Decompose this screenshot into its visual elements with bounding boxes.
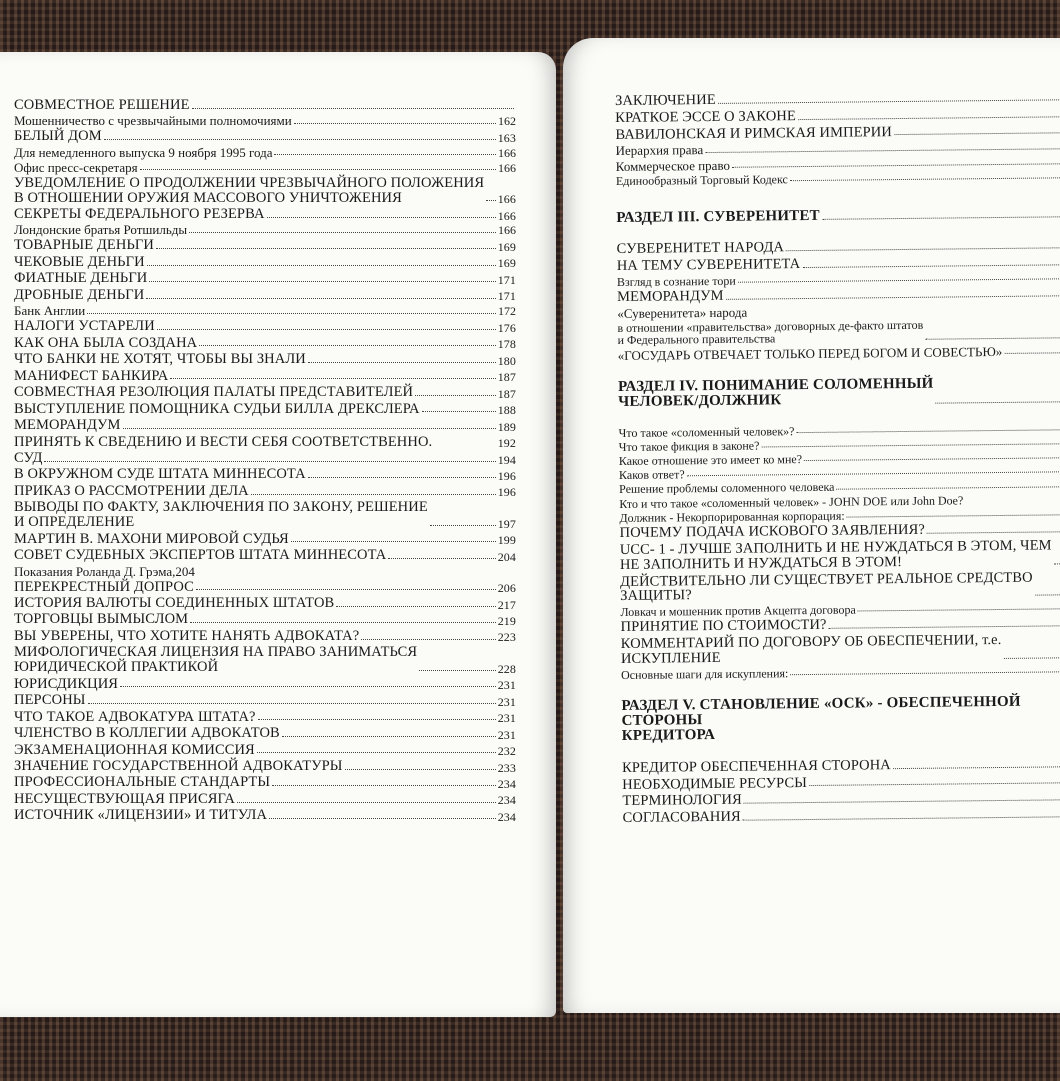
dot-leader [237,802,496,803]
dot-leader [361,639,495,640]
dot-leader [786,247,1060,251]
toc-entry-title: ИСТОЧНИК «ЛИЦЕНЗИИ» И ТИТУЛА [14,807,268,824]
dot-leader [258,719,496,720]
toc-entry-page: 234 [497,776,516,791]
dot-leader [761,443,1060,447]
dot-leader [345,769,496,770]
toc-entry-title: Лондонские братья Ротшильды [14,222,188,238]
dot-leader [190,622,496,623]
left-toc [14,98,516,825]
toc-entry [14,451,516,466]
toc-entry-title: ЗАКЛЮЧЕНИЕ [614,91,716,109]
toc-entry [14,271,516,286]
toc-entry-title: Кто и что такое «соломенный человек» - JOHN DOE или John Doe? [619,493,964,511]
toc-entry-title: ЧЕКОВЫЕ ДЕНЬГИ [14,253,145,270]
toc-entry-page: 192 [497,436,516,451]
toc-entry-title: Решение проблемы соломенного человека [619,480,835,497]
toc-entry [622,789,1060,809]
toc-entry-title: Каков ответ? [618,467,685,483]
toc-entry-title: БЕЛЫЙ ДОМ [14,128,102,145]
toc-entry-page: 176 [497,320,516,335]
toc-entry [14,129,516,144]
toc-entry [14,693,516,708]
toc-entry-title: Банк Англии [14,303,86,319]
toc-entry-title: МЕМОРАНДУМ [14,417,121,434]
toc-entry-page: 166 [497,208,516,223]
toc-entry-page: 172 [498,304,516,319]
dot-leader [804,457,1060,461]
toc-entry [14,580,516,595]
toc-entry [14,759,516,774]
toc-entry [14,114,516,127]
toc-entry-title: Для немедленного выпуска 9 ноября 1995 года [14,144,273,160]
dot-leader [718,99,1060,104]
dot-leader [430,525,496,526]
dot-leader [894,132,1060,135]
toc-entry-page: 223 [497,630,516,645]
toc-entry-page: 206 [497,581,516,596]
dot-leader [743,816,1060,821]
toc-entry-title: КРЕДИТОР ОБЕСПЕЧЕННАЯ СТОРОНА [621,756,891,776]
toc-entry-title: Взгляд в сознание тори [616,273,736,289]
dot-leader [87,313,496,314]
dot-leader [809,782,1060,786]
toc-entry [621,632,1060,666]
toc-entry-page: 232 [497,744,516,759]
dot-leader [858,608,1060,611]
dot-leader [732,163,1060,168]
toc-entry-title: МЕМОРАНДУМ [617,288,724,306]
toc-entry-title: ЧТО ТАКОЕ АДВОКАТУРА ШТАТА? [14,708,256,725]
toc-entry-page: 166 [497,192,516,207]
dot-leader [189,232,496,233]
toc-entry-title: «Суверенитета» народа [617,304,748,321]
dot-leader [798,116,1060,120]
toc-entry-page: 169 [497,239,516,254]
toc-entry-title: Офис пресс-секретаря [14,159,138,175]
dot-leader [422,411,496,412]
toc-entry-title: ПРИНЯТЬ К СВЕДЕНИЮ И ВЕСТИ СЕБЯ СООТВЕТСТВЕННО. [14,433,433,450]
toc-entry-title: ТОВАРНЫЕ ДЕНЬГИ [14,237,154,254]
toc-entry-title: ПОЧЕМУ ПОДАЧА ИСКОВОГО ЗАЯВЛЕНИЯ? [619,521,925,542]
toc-entry-title: ПЕРЕКРЕСТНЫЙ ДОПРОС [14,578,194,595]
section-heading-title: РАЗДЕЛ V. СТАНОВЛЕНИЕ «ОСК» - ОБЕСПЕЧЕННОЙ СТОРОНЫ КРЕДИТОРА [621,693,1021,745]
toc-entry-title: в отношении «правительства» договорных де-факто штатов и Федерального правительства [617,317,924,348]
toc-entry-title: СОВЕТ СУДЕБНЫХ ЭКСПЕРТОВ ШТАТА МИННЕСОТА [14,547,387,564]
dot-leader [419,670,496,671]
toc-entry-title: Ловкач и мошенник против Акцепта договора [620,602,856,620]
toc-entry-page: 233 [497,760,516,775]
dot-leader [192,108,514,109]
toc-entry-title: Что такое фикция в законе? [618,438,760,454]
dot-leader [1054,563,1060,564]
dot-leader [274,154,496,155]
dot-leader [140,169,496,170]
section-heading [621,694,1060,745]
toc-entry-page: 194 [497,452,516,467]
toc-entry [14,98,516,113]
toc-entry-title: ЗНАЧЕНИЕ ГОСУДАРСТВЕННОЙ АДВОКАТУРЫ [14,757,343,774]
toc-entry [14,808,516,823]
toc-entry-page: 231 [497,727,516,742]
toc-entry-title: ПЕРСОНЫ [14,692,86,709]
dot-leader [893,766,1060,769]
toc-entry [14,565,516,578]
toc-entry-title: Что такое «соломенный человек»? [618,423,795,440]
toc-entry-title: ВАВИЛОНСКАЯ И РИМСКАЯ ИМПЕРИИ [615,123,892,143]
toc-entry-title: НЕСУЩЕСТВУЮЩАЯ ПРИСЯГА [14,790,235,807]
toc-entry-title: ДРОБНЫЕ ДЕНЬГИ [14,286,145,303]
toc-entry-title: UCC- 1 - ЛУЧШЕ ЗАПОЛНИТЬ И НЕ НУЖДАТЬСЯ В ЭТОМ, ЧЕМ НЕ ЗАПОЛНИТЬ И НУЖДАТЬСЯ В ЭТОМ! [619,537,1052,573]
toc-entry-title: Иерархия права [615,142,704,159]
toc-entry-title: НЕОБХОДИМЫЕ РЕСУРСЫ [622,774,808,793]
toc-entry [14,238,516,253]
toc-entry-title: ЧЛЕНСТВО В КОЛЛЕГИИ АДВОКАТОВ [14,725,280,742]
toc-entry-title: ВЫВОДЫ ПО ФАКТУ, ЗАКЛЮЧЕНИЯ ПО ЗАКОНУ, РЕШЕНИЕ И ОПРЕДЕЛЕНИЕ [14,499,428,531]
toc-entry-page: 166 [498,160,516,175]
section-heading-title: РАЗДЕЛ IV. ПОНИМАНИЕ СОЛОМЕННЫЙ ЧЕЛОВЕК/ДОЛЖНИК [617,375,934,411]
toc-entry [14,645,516,675]
toc-entry [620,538,1060,572]
toc-entry-title: УВЕДОМЛЕНИЕ О ПРОДОЛЖЕНИИ ЧРЕЗВЫЧАЙНОГО ПОЛОЖЕНИЯ В ОТНОШЕНИИ ОРУЖИЯ МАССОВОГО УНИЧТОЖЕНИЯ [14,174,485,206]
toc-entry-title: СОГЛАСОВАНИЯ [622,808,741,827]
toc-entry-page: 231 [497,694,516,709]
toc-entry-page: 199 [497,533,516,548]
dot-leader [123,428,496,429]
toc-entry [14,176,516,206]
toc-entry-title: МАРТИН В. МАХОНИ МИРОВОЙ СУДЬЯ [14,530,289,547]
dot-leader [149,281,495,282]
toc-entry-page: 219 [497,613,516,628]
dot-leader [738,278,1060,283]
dot-leader [104,139,496,140]
toc-entry [14,484,516,499]
toc-entry-page: 189 [497,419,516,434]
toc-entry [14,369,516,384]
toc-entry [620,570,1060,604]
right-toc [615,89,1060,828]
dot-leader [687,472,1060,477]
dot-leader [156,248,496,249]
toc-entry-title: ФИАТНЫЕ ДЕНЬГИ [14,270,148,287]
dot-leader [44,461,495,462]
dot-leader [272,785,496,786]
toc-entry [14,336,516,351]
toc-entry [14,612,516,627]
toc-entry-page: 228 [497,661,516,676]
right-page [563,38,1060,1013]
toc-entry-title: СУД [14,449,43,466]
dot-leader [790,671,1060,675]
dot-leader [88,703,496,704]
toc-entry [14,435,516,450]
dot-leader [1004,352,1060,354]
dot-leader [196,589,496,590]
toc-entry-title: Должник - Некорпорированная корпорация: [619,508,845,525]
toc-entry [14,352,516,367]
toc-entry-title: ЮРИСДИКЦИЯ [14,675,119,692]
toc-entry-title: ТОРГОВЦЫ ВЫМЫСЛОМ [14,611,189,628]
dot-leader [936,401,1060,404]
toc-entry-title: ПРИНЯТИЕ ПО СТОИМОСТИ? [620,617,827,636]
toc-entry-title: ИСТОРИЯ ВАЛЮТЫ СОЕДИНЕННЫХ ШТАТОВ [14,594,335,611]
toc-entry [14,548,516,563]
dot-leader [251,494,496,495]
toc-entry-title: ВЫСТУПЛЕНИЕ ПОМОЩНИКА СУДЬИ БИЛЛА ДРЕКСЛЕРА [14,400,420,417]
toc-entry [14,319,516,334]
dot-leader [486,200,496,201]
toc-entry [14,532,516,547]
toc-entry-title: СУВЕРЕНИТЕТ НАРОДА [616,239,785,258]
toc-entry-page: 231 [497,711,516,726]
dot-leader [705,148,1060,153]
left-page [0,52,556,1017]
toc-entry [14,710,516,725]
toc-entry [14,726,516,741]
toc-entry-title: ПРИКАЗ О РАССМОТРЕНИИ ДЕЛА [14,482,249,499]
toc-entry-page: 166 [498,223,516,238]
dot-leader [294,123,496,124]
toc-entry-page: 197 [497,516,516,531]
toc-entry-title: Основные шаги для искупления: [621,665,789,682]
toc-entry-title: НАЛОГИ УСТАРЕЛИ [14,318,155,335]
toc-entry [622,756,1060,776]
toc-entry-title: В ОКРУЖНОМ СУДЕ ШТАТА МИННЕСОТА [14,466,306,483]
dot-leader [1004,657,1060,659]
dot-leader [269,818,496,819]
toc-entry [14,596,516,611]
toc-entry-title: Мошенничество с чрезвычайными полномочиями [14,113,292,129]
dot-leader [267,217,496,218]
toc-entry-page: 166 [498,145,516,160]
dot-leader [282,736,496,737]
toc-entry-title: ТЕРМИНОЛОГИЯ [622,792,742,810]
toc-entry [14,500,516,530]
toc-entry-page: 196 [497,468,516,483]
toc-entry-page: 187 [497,386,516,401]
toc-entry-title: МАНИФЕСТ БАНКИРА [14,367,169,384]
dot-leader [796,429,1060,433]
toc-entry [14,467,516,482]
toc-entry [617,317,1060,346]
dot-leader [925,337,1060,340]
dot-leader [822,216,1060,220]
toc-entry [14,255,516,270]
toc-entry-page: 187 [497,370,516,385]
toc-entry-title: ВЫ УВЕРЕНЫ, ЧТО ХОТИТЕ НАНЯТЬ АДВОКАТА? [14,627,360,644]
toc-entry [14,385,516,400]
toc-entry-title: ПРОФЕССИОНАЛЬНЫЕ СТАНДАРТЫ [14,774,271,791]
toc-entry-title: Единообразный Торговый Кодекс [615,172,788,188]
toc-entry-page: 171 [497,272,516,287]
dot-leader [744,799,1060,804]
dot-leader [336,606,495,607]
dot-leader [802,264,1060,268]
toc-entry-title: КРАТКОЕ ЭССЕ О ЗАКОНЕ [615,107,796,126]
toc-entry-page: 171 [497,289,516,304]
toc-entry-page: 196 [497,485,516,500]
toc-entry-page: 162 [498,114,516,129]
toc-entry [14,743,516,758]
toc-entry [617,285,1060,305]
toc-entry-page: 163 [497,130,516,145]
toc-entry-page: 231 [497,678,516,693]
toc-entry-title: СЕКРЕТЫ ФЕДЕРАЛЬНОГО РЕЗЕРВА [14,206,265,222]
toc-entry [14,288,516,303]
dot-leader [257,752,496,753]
toc-entry [14,223,516,236]
dot-leader [199,345,495,346]
dot-leader [308,362,496,363]
toc-entry [622,773,1060,793]
toc-entry [623,806,1060,826]
dot-leader [308,477,496,478]
section-heading [616,206,1060,226]
toc-entry-title: ЭКЗАМЕНАЦИОННАЯ КОМИССИЯ [14,741,255,758]
dot-leader [120,686,496,687]
toc-entry-page: 188 [497,403,516,418]
toc-entry-title: Какое отношение это имеет ко мне? [618,452,803,468]
toc-entry-page: 178 [497,337,516,352]
toc-entry-title: Коммерческое право [615,157,731,174]
toc-entry-title: СОВМЕСТНОЕ РЕШЕНИЕ [14,97,190,113]
toc-entry-page: 234 [497,793,516,808]
section-heading-title: РАЗДЕЛ III. СУВЕРЕНИТЕТ [616,207,820,227]
toc-entry-title: ЧТО БАНКИ НЕ ХОТЯТ, ЧТОБЫ ВЫ ЗНАЛИ [14,351,306,368]
toc-entry-title: МИФОЛОГИЧЕСКАЯ ЛИЦЕНЗИЯ НА ПРАВО ЗАНИМАТЬСЯ ЮРИДИЧЕСКОЙ ПРАКТИКОЙ [14,644,418,676]
toc-entry-title: НА ТЕМУ СУВЕРЕНИТЕТА [616,256,801,275]
toc-entry-page: 169 [497,256,516,271]
dot-leader [1035,594,1060,596]
toc-entry-title: КОММЕНТАРИЙ ПО ДОГОВОРУ ОБ ОБЕСПЕЧЕНИИ, т.е. ИСКУПЛЕНИЕ [620,632,1002,667]
dot-leader [726,295,1060,300]
toc-entry-title: КАК ОНА БЫЛА СОЗДАНА [14,334,198,351]
dot-leader [170,378,495,379]
dot-leader [388,558,495,559]
section-heading [618,375,1060,411]
dot-leader [147,265,496,266]
dot-leader [829,625,1060,629]
toc-entry [617,254,1060,274]
toc-entry-title: «ГОСУДАРЬ ОТВЕЧАЕТ ТОЛЬКО ПЕРЕД БОГОМ И СОВЕСТЬЮ» [617,343,1003,363]
toc-entry-page: 234 [497,809,516,824]
dot-leader [157,329,496,330]
toc-entry [14,146,516,159]
toc-entry-title: ДЕЙСТВИТЕЛЬНО ЛИ СУЩЕСТВУЕТ РЕАЛЬНОЕ СРЕДСТВО ЗАЩИТЫ? [620,569,1033,605]
toc-entry [14,775,516,790]
toc-entry [14,402,516,417]
dot-leader [847,514,1060,518]
toc-entry [14,629,516,644]
dot-leader [790,177,1060,181]
dot-leader [836,486,1060,490]
toc-entry-page: 217 [497,597,516,612]
dot-leader [415,395,496,396]
toc-entry [14,677,516,692]
toc-entry [14,207,516,222]
dot-leader [291,541,496,542]
toc-entry-title: Показания Роланда Д. Грэма,204 [14,563,195,579]
dot-leader [927,531,1060,534]
toc-entry [14,792,516,807]
toc-entry [617,237,1060,257]
toc-entry [14,161,516,174]
dot-leader [146,298,495,299]
toc-entry-title: СОВМЕСТНАЯ РЕЗОЛЮЦИЯ ПАЛАТЫ ПРЕДСТАВИТЕЛЕЙ [14,384,414,401]
toc-entry-page: 180 [497,353,516,368]
toc-entry [14,304,516,317]
toc-entry [14,418,516,433]
toc-entry-page: 204 [497,549,516,564]
